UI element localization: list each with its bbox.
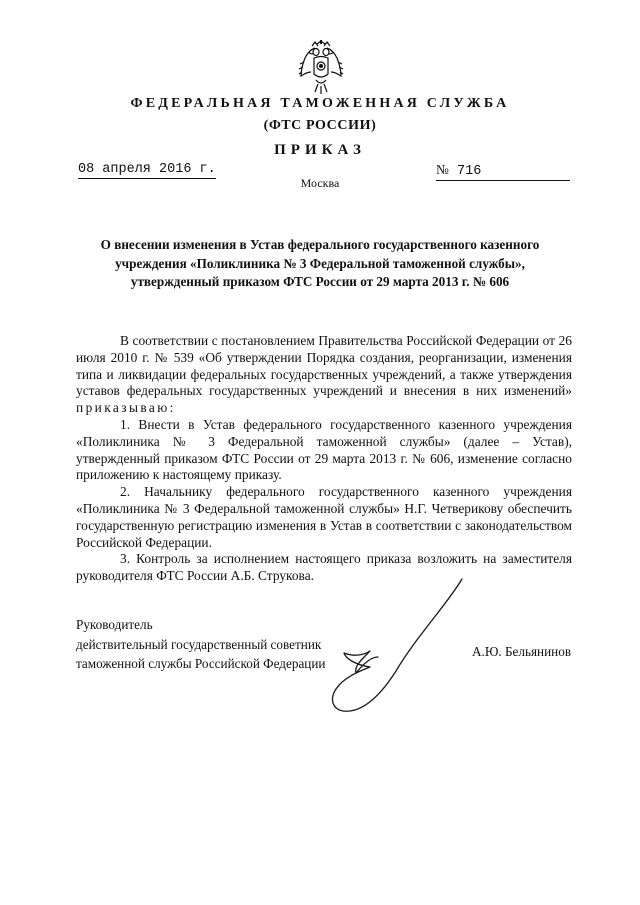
order-date: 08 апреля 2016 г. [78,162,216,177]
order-body [76,333,572,585]
signatory-title [76,615,325,674]
signatory-name: А.Ю. Бельянинов [472,644,572,659]
preamble-text: В соответствии с постановлением Правительства Российской Федерации от 26 июля 2010 г. № 539 «Об утверждении Порядка создания, реорганизации, изменения типа и ликвидации федеральных государственных учреждений, а также утверждения уставов федеральных государственных учреждений и внесения в них изменений» [76,333,572,399]
signatory-title-line-1: Руководитель [76,617,153,632]
clause-2: 2. Начальнику федерального государственного казенного учреждения «Поликлиника № 3 Федеральной таможенной службы» Н.Г. Четверикову обеспечить государственную регистрацию изменения в Устав в соответствии с законодательством Российской Федерации. [76,484,572,550]
subject-line-1: О внесении изменения в Устав федерального государственного казенного [100,237,540,252]
handwritten-signature [320,575,480,725]
order-number: 716 [457,164,482,179]
preamble-paragraph [76,333,572,417]
signatory-title-line-3: таможенной службы Российской Федерации [76,656,326,671]
order-subject [60,236,580,292]
signatory-title-line-2: действительный государственный советник [76,636,322,652]
coat-of-arms-emblem [296,40,346,96]
issue-city: Москва [300,176,340,190]
subject-line-3: утвержденный приказом ФТС России от 29 марта 2013 г. № 606 [130,274,510,289]
organization-name: ФЕДЕРАЛЬНАЯ ТАМОЖЕННАЯ СЛУЖБА [130,96,510,111]
subject-line-2: учреждения «Поликлиника № 3 Федеральной таможенной службы», [115,255,525,271]
number-sign: № [436,162,449,177]
organization-short-name: (ФТС РОССИИ) [263,118,377,133]
document-type: ПРИКАЗ [274,142,366,158]
clause-3: 3. Контроль за исполнением настоящего приказа возложить на заместителя руководителя ФТС России А.Б. Струкова. [76,551,572,584]
order-keyword: приказываю: [76,400,176,416]
clause-1: 1. Внести в Устав федерального государственного казенного учреждения «Поликлиника № 3 Федеральной таможенной службы» (далее – Устав), утвержденный приказом ФТС России от 29 марта 2013 г. № 606, изменение согласно приложению к настоящему приказу. [76,416,572,483]
